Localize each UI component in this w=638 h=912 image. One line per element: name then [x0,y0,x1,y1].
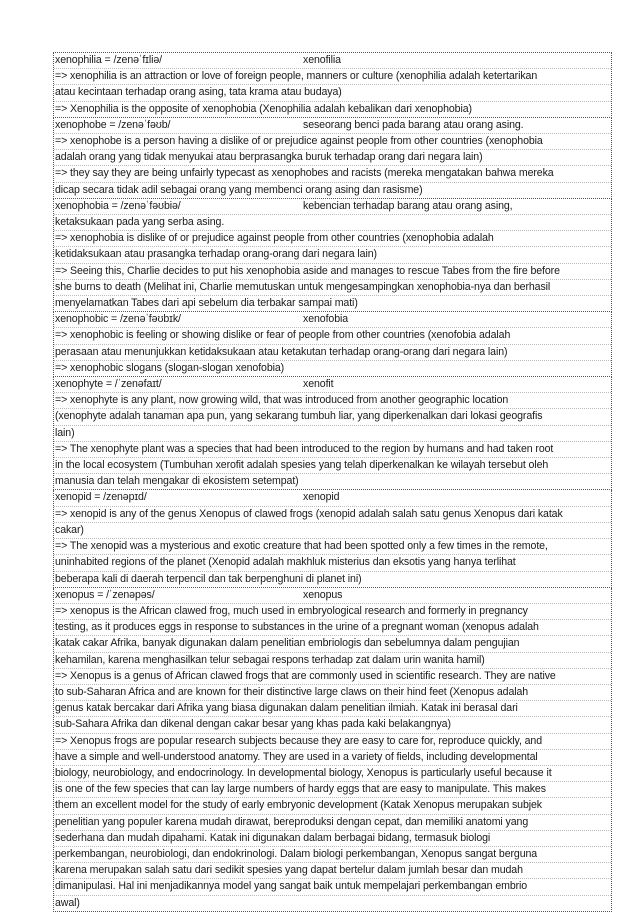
dictionary-entry [53,52,612,118]
entry-translation: xenopus [303,588,343,601]
entry-text-line: them an excellent model for the study of early embryonic development (Katak Xenopus merupakan subjek [54,798,611,814]
entry-heading [54,377,611,393]
entry-term: xenophilia = /zenəˈfɪliə/ [55,54,162,66]
entry-text-line: adalah orang yang tidak menyukai atau berprasangka buruk terhadap orang dari negara lain) [54,150,611,166]
entry-text-line: genus katak bercakar dari Afrika yang biasa digunakan dalam penelitian ilmiah. Katak ini berasal dari [54,701,611,717]
entry-text-line: karena merupakan salah satu dari sedikit spesies yang dapat bertelur dalam jumlah besar dan mudah [54,863,611,879]
entry-text-line: to sub-Saharan Africa and are known for their distinctive large claws on their hind feet (Xenopus adalah [54,685,611,701]
entry-text-line: (xenophyte adalah tanaman apa pun, yang sekarang tumbuh liar, yang diperkenalkan dari lokasi geografis [54,409,611,425]
entry-text-line: perasaan atau menunjukkan ketidaksukaan atau ketakutan terhadap orang-orang dari negara lain) [54,345,611,361]
entry-text-line: dimanipulasi. Hal ini menjadikannya model yang sangat baik untuk mempelajari perkembangan embrio [54,879,611,895]
entry-text-line: perkembangan, neurobiologi, dan endokrinologi. Dalam biologi perkembangan, Xenopus sangat berguna [54,847,611,863]
entry-text-line: => Xenopus frogs are popular research subjects because they are easy to care for, reproduce quickly, and [54,734,611,750]
entry-text-line: => The xenopid was a mysterious and exotic creature that had been spotted only a few times in the remote, [54,539,611,555]
entry-heading [54,312,611,328]
entry-text-line: katak cakar Afrika, banyak digunakan dalam penelitian embriologis dan sebelumnya dalam pengujian [54,636,611,652]
entry-text-line: have a simple and well-understood anatomy. They are used in a variety of fields, including developmental [54,750,611,766]
entry-text-line: beberapa kali di daerah terpencil dan tak berpenghuni di planet ini) [55,572,362,585]
entry-text-line: awal) [55,896,80,909]
entry-text-line: penelitian yang populer karena mudah dirawat, bereproduksi dengan cepat, dan memiliki anatomi yang [54,815,611,831]
entry-translation: kebencian terhadap barang atau orang asing, [303,199,513,212]
entry-text-line: menyelamatkan Tabes dari api sebelum dia terbakar sampai mati) [55,297,358,310]
entry-heading [54,199,611,215]
entry-term: xenophobic = /zenəˈfəʊbɪk/ [55,313,181,326]
entry-text-line: cakar) [54,523,611,539]
entry-text-line: is one of the few species that can lay large numbers of hardy eggs that are easy to manipulate. This makes [54,782,611,798]
entry-heading [54,53,611,69]
entry-text-line: => xenophobic is feeling or showing dislike or fear of people from other countries (xenofobia adalah [54,328,611,344]
entry-translation: xenofit [303,378,334,391]
dictionary-entry [53,118,612,199]
entry-term: xenophyte = /ˈzenəfaɪt/ [55,378,162,391]
entry-text-line: => The xenophyte plant was a species that had been introduced to the region by humans and had taken root [54,442,611,458]
entry-text-line: => xenophobic slogans (slogan-slogan xenofobia) [55,361,285,374]
entry-text-line: lain) [54,426,611,442]
entry-text-line: => xenophyte is any plant, now growing wild, that was introduced from another geographic location [54,393,611,409]
entry-text-line: => xenophilia is an attraction or love of foreign people, manners or culture (xenophilia adalah ketertarikan [54,69,611,85]
entry-text-line: dicap secara tidak adil sebagai orang yang membenci orang asing dan rasisme) [55,183,423,196]
entry-translation: xenopid [303,491,340,504]
entry-text-line: sub-Sahara Afrika dan dikenal dengan cakar besar yang khas pada kaki belakangnya) [54,717,611,733]
dictionary-entry [53,199,612,312]
entry-text-line: she burns to death (Melihat ini, Charlie memutuskan untuk mengesampingkan xenophobia-nya dan berhasil [54,280,611,296]
entry-text-line: => xenopus is the African clawed frog, much used in embryological research and formerly in pregnancy [54,604,611,620]
entry-text-line: => Xenopus is a genus of African clawed frogs that are commonly used in scientific research. They are native [54,669,611,685]
entry-heading [54,490,611,506]
entry-term: xenophobe = /zenəˈfəʊb/ [55,118,171,131]
dictionary-entry [53,377,612,490]
entry-text-line: biology, neurobiology, and endocrinology. In developmental biology, Xenopus is particularly useful because it [54,766,611,782]
entry-text-line: => Seeing this, Charlie decides to put his xenophobia aside and manages to rescue Tabes from the fire before [54,264,611,280]
entry-term: xenophobia = /zenəˈfəʊbiə/ [55,199,181,212]
dictionary-page [53,52,612,912]
entry-text-line: testing, as it produces eggs in response to substances in the urine of a pregnant woman (xenopus adalah [54,620,611,636]
dictionary-entry [53,490,612,587]
entry-text-line: => xenophobe is a person having a dislike of or prejudice against people from other countries (xenophobia [54,134,611,150]
entry-text-line: sederhana dan mudah dipahami. Katak ini digunakan dalam berbagai bidang, termasuk biologi [54,831,611,847]
entry-text-line: => Xenophilia is the opposite of xenophobia (Xenophilia adalah kebalikan dari xenophobia) [55,102,472,115]
entry-heading [54,118,611,134]
entry-text-line: ketidaksukaan atau prasangka terhadap orang-orang dari negara lain) [54,247,611,263]
entry-text-line: uninhabited regions of the planet (Xenopid adalah makhluk misterius dan eksotis yang hanya terlihat [54,555,611,571]
dictionary-entry [53,588,612,912]
entry-text-line: atau kecintaan terhadap orang asing, tata krama atau budaya) [54,85,611,101]
entry-translation: seseorang benci pada barang atau orang asing. [303,118,524,131]
entry-term: xenopid = /zenəpɪd/ [55,491,147,504]
entry-text-line: => xenophobia is dislike of or prejudice against people from other countries (xenophobia adalah [54,231,611,247]
entry-text-line: manusia dan telah mengakar di ekosistem setempat) [55,475,299,488]
dictionary-entry [53,312,612,377]
entry-text-line: ketaksukaan pada yang serba asing. [54,215,611,231]
entry-term: xenopus = /ˈzenəpəs/ [55,588,155,601]
entry-text-line: in the local ecosystem (Tumbuhan xerofit adalah spesies yang telah diperkenalkan ke wilayah tersebut oleh [54,458,611,474]
entry-text-line: => they say they are being unfairly typecast as xenophobes and racists (mereka mengatakan bahwa mereka [54,166,611,182]
entry-text-line: kehamilan, karena menghasilkan telur sebagai respons terhadap zat dalam urin wanita hamil) [54,653,611,669]
entry-text-line: => xenopid is any of the genus Xenopus of clawed frogs (xenopid adalah salah satu genus Xenopus dari katak [54,507,611,523]
entry-translation: xenofilia [303,54,341,66]
entry-heading [54,588,611,604]
entry-translation: xenofobia [303,313,349,326]
